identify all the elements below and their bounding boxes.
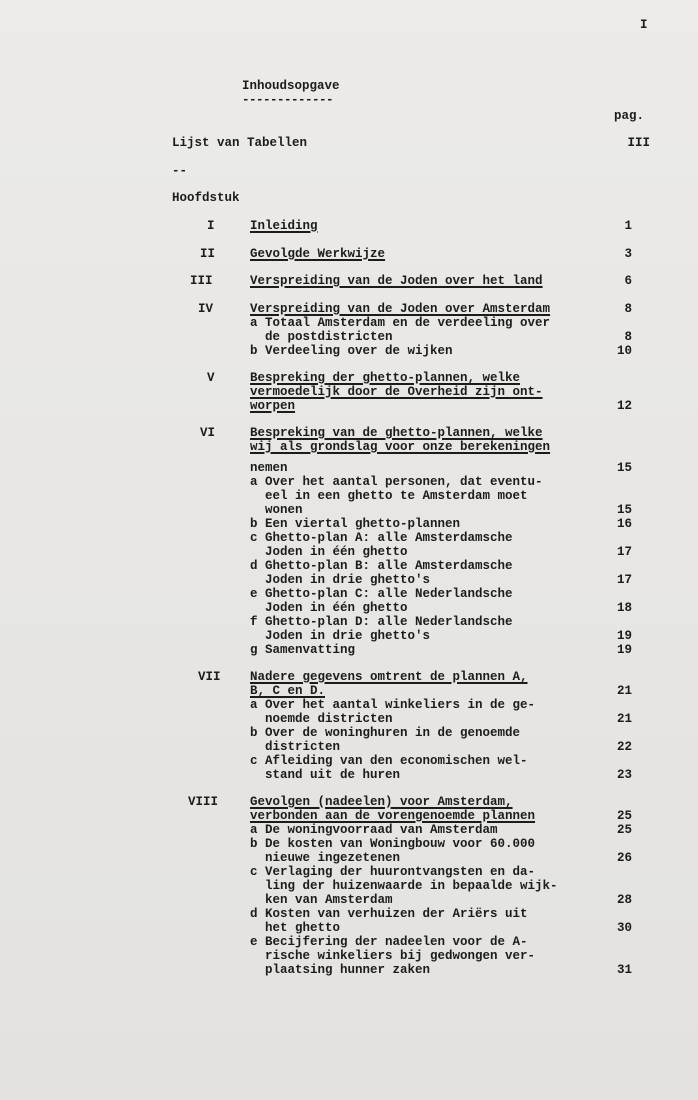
subsection-page: 25 (616, 823, 632, 837)
subsection-page: 17 (616, 545, 632, 559)
title-rule: ------------- (242, 93, 334, 107)
subsection-line: ling der huizenwaarde in bepaalde wijk- (250, 879, 558, 893)
subsection-page: 19 (616, 629, 632, 643)
chapter-page: 21 (616, 684, 632, 698)
subsection-page: 21 (616, 712, 632, 726)
subsection-page: 28 (616, 893, 632, 907)
page-number: I (640, 18, 648, 32)
chapter-numeral: VIII (188, 795, 219, 809)
subsection-line: Joden in één ghetto (250, 545, 408, 559)
chapter-title: nemen (250, 461, 288, 475)
subsection-line: f Ghetto-plan D: alle Nederlandsche (250, 615, 513, 629)
chapter-title: Bespreking der ghetto-plannen, welke (250, 371, 521, 385)
chapter-numeral: VII (198, 670, 221, 684)
chapter-title: B, C en D. (250, 684, 326, 698)
subsection-page: 23 (616, 768, 632, 782)
separator: -- (172, 164, 188, 178)
subsection-line: a Totaal Amsterdam en de verdeeling over (250, 316, 551, 330)
chapter-page: 3 (624, 247, 632, 261)
subsection-line: rische winkeliers bij gedwongen ver- (250, 949, 536, 963)
chapter-title: Verspreiding van de Joden over Amsterdam (250, 302, 551, 316)
chapter-numeral: II (200, 247, 216, 261)
chapter-page: 6 (624, 274, 632, 288)
chapter-page: 25 (616, 809, 632, 823)
subsection-page: 22 (616, 740, 632, 754)
chapter-page: 12 (616, 399, 632, 413)
chapter-title: vermoedelijk door de Overheid zijn ont- (250, 385, 543, 399)
chapter-page: 1 (624, 219, 632, 233)
subsection-page: 15 (616, 503, 632, 517)
subsection-page: 31 (616, 963, 632, 977)
chapter-numeral: III (190, 274, 213, 288)
subsection-line: Joden in één ghetto (250, 601, 408, 615)
hoofdstuk-label: Hoofdstuk (172, 191, 240, 205)
subsection-line: ken van Amsterdam (250, 893, 393, 907)
subsection-page: 8 (624, 330, 632, 344)
chapter-page: 15 (616, 461, 632, 475)
chapter-numeral: IV (198, 302, 214, 316)
chapter-title: worpen (250, 399, 296, 413)
list-of-tables-page: III (627, 136, 650, 150)
subsection-line: plaatsing hunner zaken (250, 963, 431, 977)
subsection-line: Joden in drie ghetto's (250, 573, 431, 587)
chapter-title: Nadere gegevens omtrent de plannen A, (250, 670, 528, 684)
subsection-page: 16 (616, 517, 632, 531)
subsection-line: e Becijfering der nadeelen voor de A- (250, 935, 528, 949)
subsection-page: 19 (616, 643, 632, 657)
subsection-line: stand uit de huren (250, 768, 401, 782)
chapter-title: wij als grondslag voor onze berekeningen (250, 440, 551, 454)
subsection-line: c Verlaging der huurontvangsten en da- (250, 865, 536, 879)
subsection-line: Joden in drie ghetto's (250, 629, 431, 643)
subsection-page: 10 (616, 344, 632, 358)
subsection-line: nieuwe ingezetenen (250, 851, 401, 865)
subsection-line: g Samenvatting (250, 643, 356, 657)
subsection-line: d Kosten van verhuizen der Ariërs uit (250, 907, 528, 921)
chapter-numeral: VI (200, 426, 216, 440)
subsection-line: d Ghetto-plan B: alle Amsterdamsche (250, 559, 513, 573)
subsection-line: a Over het aantal winkeliers in de ge- (250, 698, 536, 712)
subsection-line: het ghetto (250, 921, 341, 935)
subsection-line: eel in een ghetto te Amsterdam moet (250, 489, 528, 503)
subsection-line: wonen (250, 503, 303, 517)
chapter-title: Gevolgen (nadeelen) voor Amsterdam, (250, 795, 513, 809)
pag-column-label: pag. (614, 109, 645, 123)
subsection-line: c Ghetto-plan A: alle Amsterdamsche (250, 531, 513, 545)
chapter-title: Bespreking van de ghetto-plannen, welke (250, 426, 543, 440)
chapter-title: Verspreiding van de Joden over het land (250, 274, 543, 288)
chapter-numeral: V (207, 371, 215, 385)
subsection-line: a De woningvoorraad van Amsterdam (250, 823, 498, 837)
list-of-tables-label: Lijst van Tabellen (172, 136, 308, 150)
chapter-title: Gevolgde Werkwijze (250, 247, 386, 261)
document-title: Inhoudsopgave (242, 79, 340, 93)
chapter-title: Inleiding (250, 219, 318, 233)
chapter-title: verbonden aan de vorengenoemde plannen (250, 809, 536, 823)
subsection-page: 26 (616, 851, 632, 865)
chapter-page: 8 (624, 302, 632, 316)
subsection-line: de postdistricten (250, 330, 393, 344)
subsection-line: districten (250, 740, 341, 754)
chapter-numeral: I (207, 219, 215, 233)
subsection-page: 17 (616, 573, 632, 587)
subsection-line: b Een viertal ghetto-plannen (250, 517, 461, 531)
subsection-page: 18 (616, 601, 632, 615)
subsection-line: b Verdeeling over de wijken (250, 344, 453, 358)
subsection-line: c Afleiding van den economischen wel- (250, 754, 528, 768)
subsection-line: b Over de woninghuren in de genoemde (250, 726, 521, 740)
subsection-line: b De kosten van Woningbouw voor 60.000 (250, 837, 536, 851)
subsection-line: noemde districten (250, 712, 393, 726)
subsection-line: a Over het aantal personen, dat eventu- (250, 475, 543, 489)
subsection-line: e Ghetto-plan C: alle Nederlandsche (250, 587, 513, 601)
subsection-page: 30 (616, 921, 632, 935)
